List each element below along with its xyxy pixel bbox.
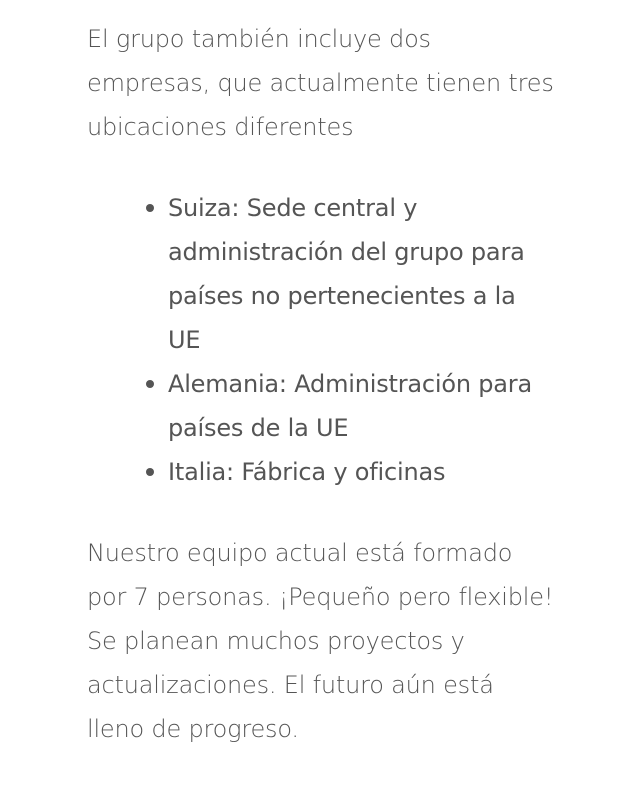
location-item-switzerland [168,186,567,362]
list-item-line: países de la UE [168,414,349,442]
locations-list [87,186,567,494]
intro-paragraph [87,17,567,149]
list-item-line: Suiza: Sede central y [168,194,418,222]
team-line: actualizaciones. El futuro aún está [87,671,494,699]
team-line: Nuestro equipo actual está formado [87,539,513,567]
list-item-line: administración del grupo para [168,238,525,266]
intro-line: empresas, que actualmente tienen tres [87,69,554,97]
team-line: por 7 personas. ¡Pequeño pero flexible! [87,583,554,611]
team-paragraph [87,531,567,751]
intro-line: ubicaciones diferentes [87,113,354,141]
list-item-line: países no pertenecientes a la [168,282,516,310]
list-item-line: Italia: Fábrica y oficinas [168,458,446,486]
article-content [87,17,567,751]
intro-line: El grupo también incluye dos [87,25,431,53]
bullet-icon [146,204,154,212]
location-item-italy [168,450,567,494]
bullet-icon [146,380,154,388]
list-item-line: UE [168,326,201,354]
team-line: Se planean muchos proyectos y [87,627,465,655]
team-line: lleno de progreso. [87,715,299,743]
bullet-icon [146,468,154,476]
location-item-germany [168,362,567,450]
list-item-line: Alemania: Administración para [168,370,532,398]
